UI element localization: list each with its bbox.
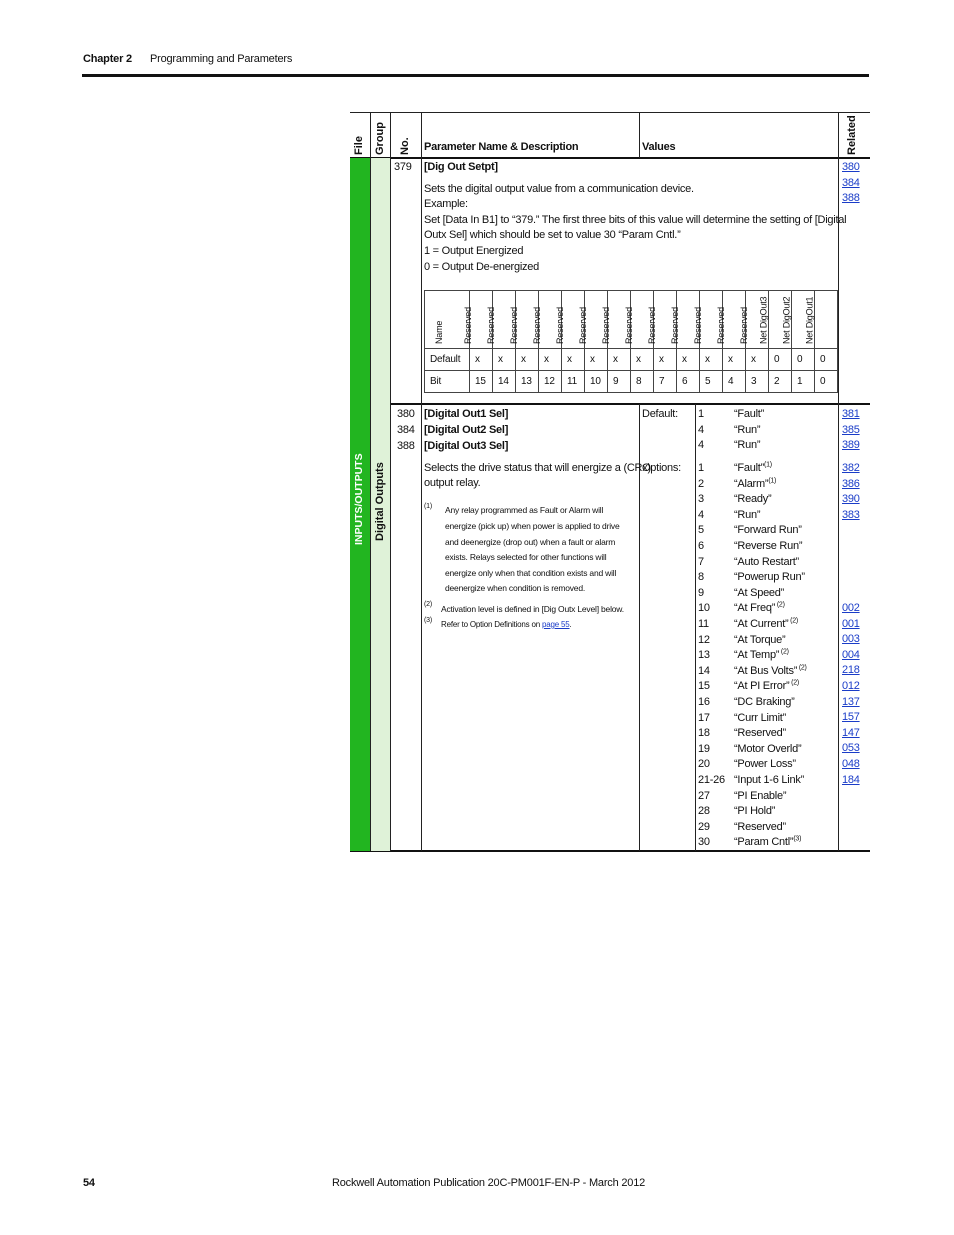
bit-default: x bbox=[562, 349, 585, 371]
footnote-line: Any relay programmed as Fault or Alarm will bbox=[445, 505, 604, 515]
option-label: “At Freq” bbox=[734, 602, 776, 615]
option-label: “Powerup Run” bbox=[734, 571, 805, 584]
option-footnote-ref: (1) bbox=[768, 476, 777, 484]
param-name: [Digital Out2 Sel] bbox=[424, 424, 509, 436]
option-number: 15 bbox=[698, 680, 710, 693]
options-label: Options: bbox=[642, 462, 681, 474]
bit-name: Reserved bbox=[509, 307, 520, 344]
related-link[interactable]: 390 bbox=[842, 493, 860, 506]
option-number: 13 bbox=[698, 649, 710, 662]
option-number: 19 bbox=[698, 742, 710, 755]
option-text bbox=[734, 633, 785, 647]
name-desc-header: Parameter Name & Description bbox=[424, 141, 579, 153]
related-link[interactable]: 385 bbox=[842, 423, 860, 436]
bit-number: 3 bbox=[746, 371, 769, 393]
option-number: 1 bbox=[698, 462, 704, 474]
bit-number: 5 bbox=[700, 371, 723, 393]
option-number: 30 bbox=[698, 836, 710, 849]
option-label: “Ready” bbox=[734, 493, 772, 506]
option-footnote-ref: (1) bbox=[764, 461, 772, 469]
bit-default: x bbox=[493, 349, 516, 371]
bit-number: 10 bbox=[585, 371, 608, 393]
related-link[interactable]: 053 bbox=[842, 742, 860, 755]
bit-name: Reserved bbox=[601, 307, 612, 344]
param-379-desc-line: Set [Data In B1] to “379.” The first three bits of this value will determine the setting of [Digital bbox=[424, 214, 847, 226]
bit-number: 12 bbox=[539, 371, 562, 393]
option-text bbox=[734, 492, 771, 506]
bit-number: 4 bbox=[723, 371, 746, 393]
option-text bbox=[734, 695, 795, 709]
option-label: “At Temp” bbox=[734, 649, 780, 662]
option-text bbox=[734, 539, 802, 553]
related-link[interactable]: 218 bbox=[842, 664, 860, 677]
option-text bbox=[734, 742, 801, 756]
default-label: Default: bbox=[642, 408, 678, 420]
bit-name: Reserved bbox=[716, 307, 727, 344]
bit-number: 1 bbox=[792, 371, 815, 393]
option-number: 16 bbox=[698, 696, 710, 708]
param-379-desc-line: 0 = Output De-energized bbox=[424, 261, 540, 273]
param-name: [Digital Out3 Sel] bbox=[424, 440, 509, 452]
option-text bbox=[734, 835, 801, 849]
option-label: “Forward Run” bbox=[734, 524, 802, 537]
option-label: “At PI Error” bbox=[734, 680, 790, 693]
option-number: 28 bbox=[698, 805, 710, 818]
option-text bbox=[734, 586, 784, 600]
footnote-line: and deenergize (drop out) when a fault or alarm bbox=[445, 537, 616, 547]
chapter-label: Chapter 2 bbox=[83, 53, 132, 65]
footnote-line: deenergize when condition is removed. bbox=[445, 583, 586, 593]
default-value-text: “Run” bbox=[734, 439, 761, 452]
bit-default: x bbox=[608, 349, 631, 371]
publication-info: Rockwell Automation Publication 20C-PM001F-EN-P - March 2012 bbox=[332, 1177, 646, 1189]
option-footnote-ref: (2) bbox=[779, 648, 789, 656]
option-text bbox=[734, 555, 799, 569]
footnote-text: Refer to Option Definitions on bbox=[441, 620, 542, 629]
option-number: 20 bbox=[698, 758, 710, 771]
bit-name: Reserved bbox=[624, 307, 635, 344]
bit-default: 0 bbox=[792, 349, 815, 371]
related-header: Related bbox=[846, 115, 858, 155]
bit-name: Net DigOut1 bbox=[804, 296, 815, 344]
bit-default: x bbox=[539, 349, 562, 371]
bit-number: 7 bbox=[654, 371, 677, 393]
param-379-name: [Dig Out Setpt] bbox=[424, 161, 498, 173]
option-number: 11 bbox=[698, 618, 709, 630]
default-value-text: “Run” bbox=[734, 423, 761, 436]
option-number: 29 bbox=[698, 820, 710, 833]
option-text bbox=[734, 757, 796, 771]
related-link[interactable]: 137 bbox=[842, 695, 860, 708]
option-text bbox=[734, 679, 799, 693]
bit-default: 0 bbox=[815, 349, 838, 371]
footnote-mark: (2) bbox=[424, 601, 432, 608]
footnote-line: energize (pick up) when power is applied to drive bbox=[445, 521, 620, 531]
option-label: “Reverse Run” bbox=[734, 540, 803, 552]
option-text bbox=[734, 820, 786, 834]
related-link[interactable]: 004 bbox=[842, 648, 860, 661]
bit-table-row-label: Bit bbox=[425, 371, 470, 393]
option-number: 17 bbox=[698, 711, 710, 724]
related-link[interactable]: 147 bbox=[842, 726, 860, 739]
related-link[interactable]: 012 bbox=[842, 680, 860, 692]
page-number: 54 bbox=[83, 1177, 95, 1189]
bit-name: Reserved bbox=[739, 307, 750, 344]
related-link[interactable]: 384 bbox=[842, 177, 860, 189]
option-text bbox=[734, 804, 775, 818]
bit-default: x bbox=[723, 349, 746, 371]
bit-number: 8 bbox=[631, 371, 654, 393]
option-label: “Power Loss” bbox=[734, 758, 796, 771]
param-379-desc-line: Sets the digital output value from a communication device. bbox=[424, 183, 694, 195]
param-379-desc-line: Example: bbox=[424, 198, 468, 210]
bit-name: Reserved bbox=[463, 307, 474, 344]
option-number: 8 bbox=[698, 571, 704, 584]
option-label: “Auto Restart” bbox=[734, 555, 799, 568]
bit-name: Net DigOut2 bbox=[781, 296, 792, 344]
related-link[interactable]: 003 bbox=[842, 633, 860, 646]
bit-number: 13 bbox=[516, 371, 539, 393]
file-header: File bbox=[353, 136, 365, 155]
bit-default: x bbox=[585, 349, 608, 371]
bit-number: 6 bbox=[677, 371, 700, 393]
option-text bbox=[734, 617, 798, 631]
option-number: 2 bbox=[698, 477, 704, 490]
bit-table-row-label: Name bbox=[433, 320, 444, 344]
param-desc-line: output relay. bbox=[424, 477, 481, 489]
bit-name: Reserved bbox=[486, 307, 497, 344]
bit-default: x bbox=[631, 349, 654, 371]
option-text bbox=[734, 523, 802, 537]
bit-name: Reserved bbox=[555, 307, 566, 344]
related-link[interactable]: 380 bbox=[842, 161, 860, 173]
option-text bbox=[734, 648, 789, 662]
bit-name: Reserved bbox=[693, 307, 704, 344]
option-number: 4 bbox=[698, 508, 704, 521]
option-label: “Curr Limit” bbox=[734, 711, 786, 724]
option-number: 21-26 bbox=[698, 774, 725, 786]
bit-definition-table bbox=[424, 290, 838, 393]
option-footnote-ref: (2) bbox=[789, 679, 799, 687]
option-label: “At Torque” bbox=[734, 633, 786, 646]
param-name: [Digital Out1 Sel] bbox=[424, 408, 509, 420]
footnote-mark: (1) bbox=[424, 503, 432, 510]
param-number: 388 bbox=[397, 440, 415, 452]
option-label: “Input 1-6 Link” bbox=[734, 774, 804, 786]
option-label: “Reserved” bbox=[734, 820, 786, 833]
bit-name: Reserved bbox=[647, 307, 658, 344]
bit-number: 2 bbox=[769, 371, 792, 393]
option-text bbox=[734, 508, 760, 522]
bit-name: Net DigOut3 bbox=[758, 296, 769, 344]
related-link[interactable]: 157 bbox=[842, 711, 860, 724]
bit-default: x bbox=[654, 349, 677, 371]
bit-name: Reserved bbox=[532, 307, 543, 344]
default-value-number: 1 bbox=[698, 408, 704, 420]
file-label: INPUTS/OUTPUTS bbox=[353, 453, 365, 545]
option-label: “At Bus Volts” bbox=[734, 664, 798, 677]
bit-number: 15 bbox=[470, 371, 493, 393]
related-link[interactable]: 389 bbox=[842, 439, 860, 452]
group-header: Group bbox=[374, 122, 386, 155]
param-379-desc-line: 1 = Output Energized bbox=[424, 245, 524, 257]
option-text bbox=[734, 570, 805, 584]
option-number: 10 bbox=[698, 602, 710, 615]
bit-default: x bbox=[677, 349, 700, 371]
option-footnote-ref: (2) bbox=[788, 617, 798, 625]
option-number: 3 bbox=[698, 493, 704, 506]
footnote-line: exists. Relays selected for other functions will bbox=[445, 552, 607, 562]
bit-number: 0 bbox=[815, 371, 838, 393]
related-link[interactable]: 381 bbox=[842, 408, 860, 420]
option-footnote-ref: (3) bbox=[793, 835, 802, 843]
option-number: 5 bbox=[698, 524, 704, 537]
option-label: “Run” bbox=[734, 508, 761, 521]
option-footnote-ref: (2) bbox=[775, 601, 785, 609]
option-text bbox=[734, 601, 785, 615]
option-text bbox=[734, 711, 786, 725]
default-value-number: 4 bbox=[698, 439, 704, 452]
option-text bbox=[734, 664, 807, 678]
option-footnote-ref: (2) bbox=[797, 664, 807, 672]
bit-number: 9 bbox=[608, 371, 631, 393]
related-link[interactable]: 382 bbox=[842, 462, 860, 474]
option-text bbox=[734, 726, 786, 740]
related-link[interactable]: 001 bbox=[842, 617, 860, 630]
option-text bbox=[734, 789, 786, 803]
page-link[interactable]: page 55 bbox=[541, 620, 570, 629]
option-number: 9 bbox=[698, 586, 704, 599]
bit-default: x bbox=[470, 349, 493, 371]
related-link[interactable]: 048 bbox=[842, 758, 860, 770]
bit-default: x bbox=[516, 349, 539, 371]
bit-default: x bbox=[700, 349, 723, 371]
option-label: “PI Enable” bbox=[734, 789, 787, 802]
bit-name: Reserved bbox=[670, 307, 681, 344]
option-label: “Param Cntl” bbox=[734, 836, 794, 849]
param-379-number: 379 bbox=[394, 161, 412, 173]
option-label: “At Speed” bbox=[734, 586, 785, 599]
values-header: Values bbox=[642, 141, 676, 153]
option-number: 14 bbox=[698, 664, 710, 677]
footnote-line: Activation level is defined in [Dig Outx Level] below. bbox=[441, 604, 624, 614]
option-text bbox=[734, 477, 776, 491]
bit-number: 14 bbox=[493, 371, 516, 393]
footnote-line bbox=[441, 619, 572, 631]
bit-name: Reserved bbox=[578, 307, 589, 344]
group-label: Digital Outputs bbox=[374, 462, 386, 541]
param-number: 384 bbox=[397, 424, 415, 436]
no-header: No. bbox=[399, 137, 411, 155]
section-title: Programming and Parameters bbox=[150, 53, 293, 65]
related-link[interactable]: 184 bbox=[842, 773, 860, 786]
param-desc-line: Selects the drive status that will energize a (CRx) bbox=[424, 462, 651, 474]
option-label: “At Current” bbox=[734, 618, 789, 630]
related-link[interactable]: 388 bbox=[842, 192, 860, 204]
option-number: 27 bbox=[698, 789, 710, 802]
related-link[interactable]: 002 bbox=[842, 602, 860, 614]
option-label: “PI Hold” bbox=[734, 805, 776, 818]
option-text bbox=[734, 773, 804, 787]
related-link[interactable]: 383 bbox=[842, 508, 860, 521]
param-379-desc-line: Outx Sel] which should be set to value 30 “Param Cntl.” bbox=[424, 229, 681, 241]
param-number: 380 bbox=[397, 408, 415, 420]
related-link[interactable]: 386 bbox=[842, 477, 860, 490]
option-number: 7 bbox=[698, 555, 704, 568]
option-label: “Fault” bbox=[734, 462, 765, 474]
option-label: “Alarm” bbox=[734, 477, 769, 490]
bit-default: 0 bbox=[769, 349, 792, 371]
option-text bbox=[734, 461, 772, 475]
option-number: 6 bbox=[698, 540, 704, 552]
option-number: 12 bbox=[698, 633, 710, 646]
bit-number: 11 bbox=[562, 371, 585, 393]
default-value-text: “Fault” bbox=[734, 408, 765, 420]
option-number: 18 bbox=[698, 727, 710, 740]
footnote-text: . bbox=[569, 620, 572, 629]
bit-default: x bbox=[746, 349, 769, 371]
option-label: “Motor Overld” bbox=[734, 742, 802, 755]
default-value-number: 4 bbox=[698, 423, 704, 436]
footnote-mark: (3) bbox=[424, 617, 432, 624]
bit-table-row-label: Default bbox=[425, 349, 470, 371]
option-label: “Reserved” bbox=[734, 727, 786, 740]
footnote-line: energize only when that condition exists and will bbox=[445, 568, 617, 578]
option-label: “DC Braking” bbox=[734, 696, 795, 708]
header-rule bbox=[82, 74, 869, 77]
